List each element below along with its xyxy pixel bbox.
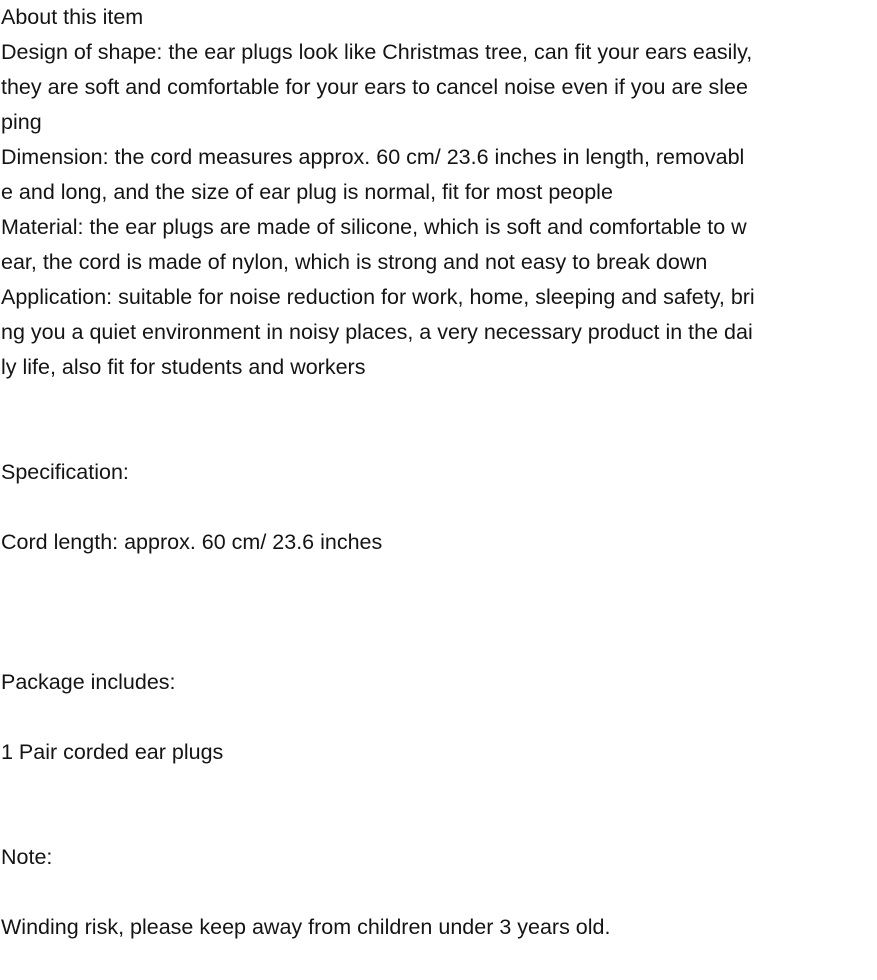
specification-heading: Specification: bbox=[1, 460, 129, 484]
application-line-2: ng you a quiet environment in noisy places, a very necessary product in the dai bbox=[1, 320, 753, 344]
application-line-1: Application: suitable for noise reduction for work, home, sleeping and safety, bri bbox=[1, 285, 755, 309]
package-heading: Package includes: bbox=[1, 670, 176, 694]
material-line-2: ear, the cord is made of nylon, which is strong and not easy to break down bbox=[1, 250, 708, 274]
cord-length-text: Cord length: approx. 60 cm/ 23.6 inches bbox=[1, 530, 383, 554]
note-heading: Note: bbox=[1, 845, 53, 869]
note-text: Winding risk, please keep away from children under 3 years old. bbox=[1, 915, 611, 939]
design-line-3: ping bbox=[1, 110, 42, 134]
dimension-line-2: e and long, and the size of ear plug is normal, fit for most people bbox=[1, 180, 613, 204]
about-heading: About this item bbox=[1, 5, 144, 29]
design-line-1: Design of shape: the ear plugs look like Christmas tree, can fit your ears easily, bbox=[1, 40, 753, 64]
dimension-line-1: Dimension: the cord measures approx. 60 cm/ 23.6 inches in length, removabl bbox=[1, 145, 745, 169]
package-item: 1 Pair corded ear plugs bbox=[1, 740, 224, 764]
material-line-1: Material: the ear plugs are made of silicone, which is soft and comfortable to w bbox=[1, 215, 747, 239]
application-line-3: ly life, also fit for students and workers bbox=[1, 355, 366, 379]
design-line-2: they are soft and comfortable for your ears to cancel noise even if you are slee bbox=[1, 75, 748, 99]
